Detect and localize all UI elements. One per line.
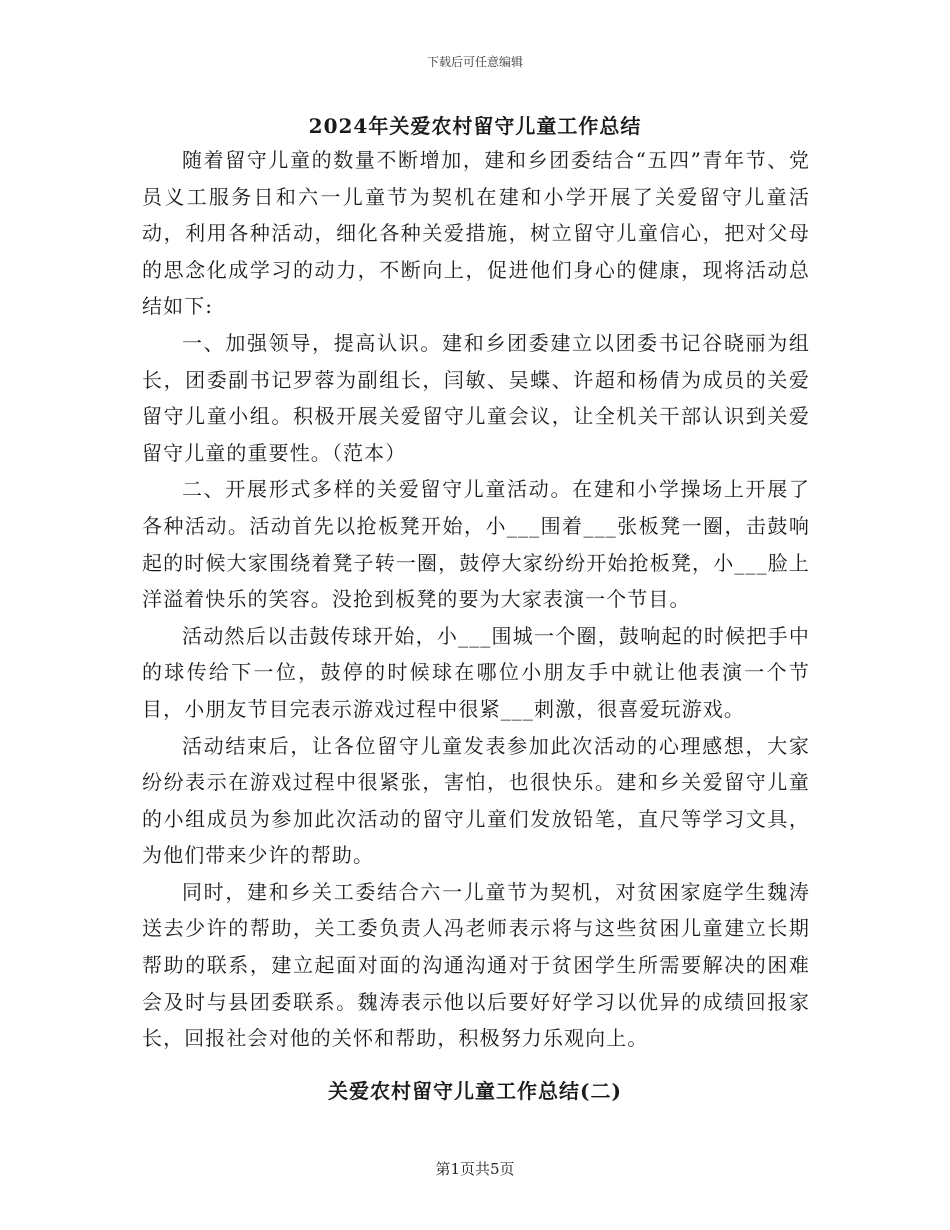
document-body: [142, 142, 810, 1057]
paragraph-poverty-help: 同时，建和乡关工委结合六一儿童节为契机，对贫困家庭学生魏涛送去少许的帮助，关工委负责人冯老师表示将与这些贫困儿童建立长期帮助的联系，建立起面对面的沟通沟通对于贫困学生所需要解决的困难会及时与县团委联系。魏涛表示他以后要好好学习以优异的成绩回报家长，回报社会对他的关怀和帮助，积极努力乐观向上。: [142, 879, 810, 1051]
paragraph-intro: 随着留守儿童的数量不断增加，建和乡团委结合“五四”青年节、党员义工服务日和六一儿童节为契机在建和小学开展了关爱留守儿童活动，利用各种活动，细化各种关爱措施，树立留守儿童信心，把对父母的思念化成学习的动力，不断向上，促进他们身心的健康，现将活动总结如下:: [142, 148, 810, 319]
section-title: 关爱农村留守儿童工作总结(二): [328, 1079, 622, 1103]
paragraph-leadership: 一、加强领导，提高认识。建和乡团委建立以团委书记谷晓丽为组长，团委副书记罗蓉为副组长，闫敏、吴蝶、许超和杨倩为成员的关爱留守儿童小组。积极开展关爱留守儿童会议，让全机关干部认识到关爱留守儿童的重要性。（范本）: [142, 330, 810, 465]
paragraph-drum-game: 活动然后以击鼓传球开始，小___围城一个圈，鼓响起的时候把手中的球传给下一位，鼓停的时候球在哪位小朋友手中就让他表演一个节目，小朋友节目完表示游戏过程中很紧___刺激，很喜爱玩游戏。: [142, 623, 810, 721]
page-footer: 第1页共5页: [435, 1160, 515, 1178]
paragraph-after-activity: 活动结束后，让各位留守儿童发表参加此次活动的心理感想，大家纷纷表示在游戏过程中很紧张，害怕，也很快乐。建和乡关爱留守儿童的小组成员为参加此次活动的留守儿童们发放铅笔，直尺等学习文具，为他们带来少许的帮助。: [142, 733, 810, 868]
paragraph-activities: 二、开展形式多样的关爱留守儿童活动。在建和小学操场上开展了各种活动。活动首先以抢板凳开始，小___围着___张板凳一圈，击鼓响起的时候大家围绕着凳子转一圈，鼓停大家纷纷开始抢板凳，小___脸上洋溢着快乐的笑容。没抢到板凳的要为大家表演一个节目。: [142, 477, 810, 612]
page-header-note: 下载后可任意编辑: [426, 55, 523, 69]
document-title: 2024年关爱农村留守儿童工作总结: [308, 114, 642, 138]
